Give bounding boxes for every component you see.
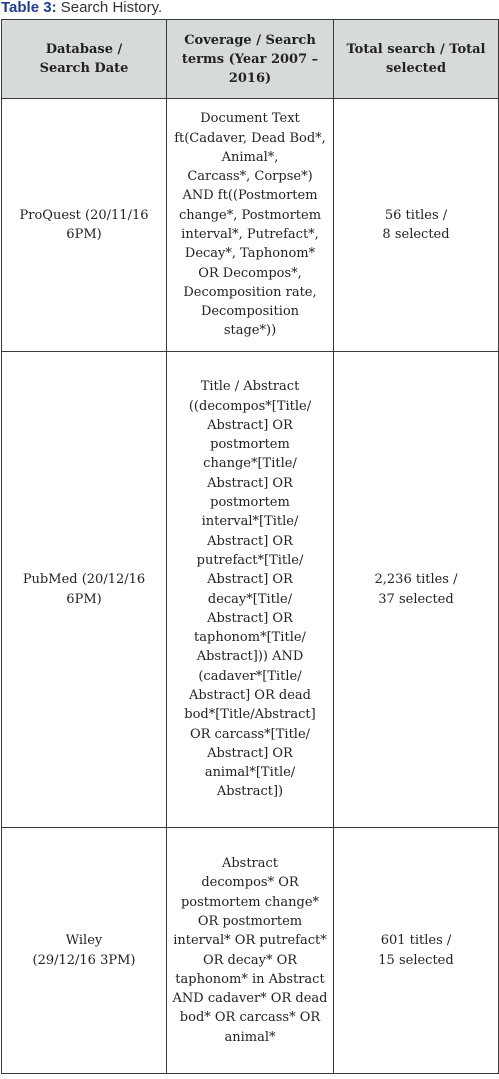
caption-text: Search History.	[56, 0, 163, 16]
database-text: Wiley (29/12/16 3PM)	[32, 933, 136, 968]
database-text: PubMed (20/12/16 6PM)	[22, 572, 146, 607]
cell-terms	[167, 352, 334, 828]
cell-total	[334, 828, 499, 1074]
header-database-label: Database / Search Date	[39, 42, 129, 76]
cell-terms	[167, 99, 334, 352]
search-history-table	[1, 19, 499, 1074]
header-total-label: Total search / Total selected	[346, 42, 486, 76]
cell-database	[2, 828, 167, 1074]
terms-text: Abstract decompos* OR postmortem change* OR postmortem interval* OR putrefact* OR decay* OR taphonom* in Abstract AND cadaver* OR dead bod* OR carcass* OR animal*	[172, 856, 328, 1045]
total-text: 56 titles / 8 selected	[382, 207, 450, 242]
cell-database	[2, 352, 167, 828]
database-text: ProQuest (20/11/16 6PM)	[19, 207, 149, 242]
header-total	[334, 20, 499, 99]
table-header-row	[2, 20, 499, 99]
total-text: 2,236 titles / 37 selected	[374, 572, 458, 607]
table-row	[2, 352, 499, 828]
cell-terms	[167, 828, 334, 1074]
header-database	[2, 20, 167, 99]
cell-database	[2, 99, 167, 352]
table-caption	[0, 0, 499, 19]
table-row	[2, 99, 499, 352]
terms-text: Title / Abstract ((decompos*[Title/ Abstract] OR postmortem change*[Title/ Abstract] OR postmortem interval*[Title/ Abstract] OR putrefact*[Title/ Abstract] OR decay*[Title/ Abstract] OR taphonom*[Title/ Abstract])) AND (cadaver*[Title/ Abstract] OR dead bod*[Title/Abstract] OR carcass*[Title/ Abstract] OR animal*[Title/ Abstract])	[184, 379, 316, 800]
terms-text: Document Text ft(Cadaver, Dead Bod*, Animal*, Carcass*, Corpse*) AND ft((Postmortem change*, Postmortem interval*, Putrefact*, Decay*, Taphonom* OR Decompos*, Decomposition rate, Decomposition stage*))	[174, 111, 326, 339]
total-text: 601 titles / 15 selected	[378, 933, 454, 968]
header-coverage-label: Coverage / Search terms (Year 2007 – 2016)	[181, 32, 319, 86]
cell-total	[334, 99, 499, 352]
table-row	[2, 828, 499, 1074]
header-coverage	[167, 20, 334, 99]
cell-total	[334, 352, 499, 828]
caption-label: Table 3:	[1, 0, 57, 16]
